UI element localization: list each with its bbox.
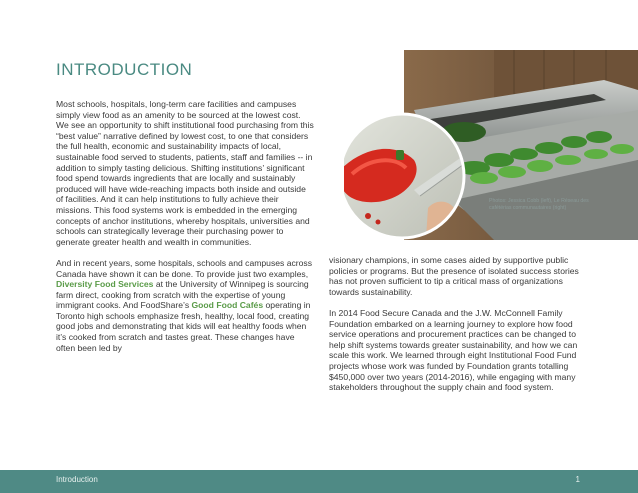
good-food-cafes-link[interactable]: Good Food Cafés (191, 300, 264, 311)
food-photo-illustration (344, 50, 638, 240)
page-title: INTRODUCTION (56, 60, 193, 79)
page-footer (0, 470, 638, 493)
intro-paragraph-1: Most schools, hospitals, long-term care facilities and campuses simply view food as an amenity to be sourced at the lowest cost. We see an opportunity to shift institutional food purchasing from this “best value” narrative defined by lowest cost, to one that considers the full health, economic and sustainability impacts of local, sustainable food served to students, patients, staff and families -- in addition to simply tasting delicious. Shifting institutions’ significant food spend towards ingredients that are locally and sustainably produced will have wide-reaching impacts both inside and outside of facilities. And it can help institutions to fully achieve their missions. This food systems work is embedded in the emerging concepts of anchor institutions, whereby hospitals, universities and schools can strategically leverage their purchasing power to generate greater health and wealth in communities. (56, 99, 314, 247)
paragraph-text: And in recent years, some hospitals, schools and campuses across Canada have shown it can be done. To provide just two examples, (56, 257, 313, 279)
intro-paragraph-2 (56, 258, 314, 353)
paragraph-text: operating in Toronto high schools emphasize fresh, healthy, local food, creating good jobs and demonstrating that kids will eat healthy foods when it’s cooked from scratch and tastes great. These changes have often been led by (56, 300, 311, 353)
footer-section-label: Introduction (56, 475, 98, 484)
intro-paragraph-3: visionary champions, in some cases aided by supportive public policies or programs. But the presence of isolated success stories has not proven sufficient to tip a critical mass of organizations towards sustainability. (329, 255, 579, 297)
paragraph-text: at the University of Winnipeg is sourcing farm direct, cooking from scratch with the expertise of young immigrant cooks. And FoodShare’s (56, 279, 309, 311)
food-photo-collage (344, 50, 638, 240)
page-number: 1 (575, 475, 580, 484)
intro-left-column (56, 99, 314, 364)
intro-right-column (329, 255, 591, 403)
photo-caption: Photos: Jessica Cobb (left), Le Réseau des cafétérias communautaires (right) (489, 198, 589, 211)
diversity-food-services-link[interactable]: Diversity Food Services (56, 279, 154, 290)
intro-paragraph-4: In 2014 Food Secure Canada and the J.W. McConnell Family Foundation embarked on a learning journey to explore how food service operations and procurement practices can be changed to help shift systems towards greater sustainability, and how we can scale this work. We learned through eight Institutional Food Fund projects whose work was funded by Foundation grants totalling $450,000 over two years (2014-2016), while engaging with many stakeholders throughout the supply chain and food system. (329, 307, 578, 393)
